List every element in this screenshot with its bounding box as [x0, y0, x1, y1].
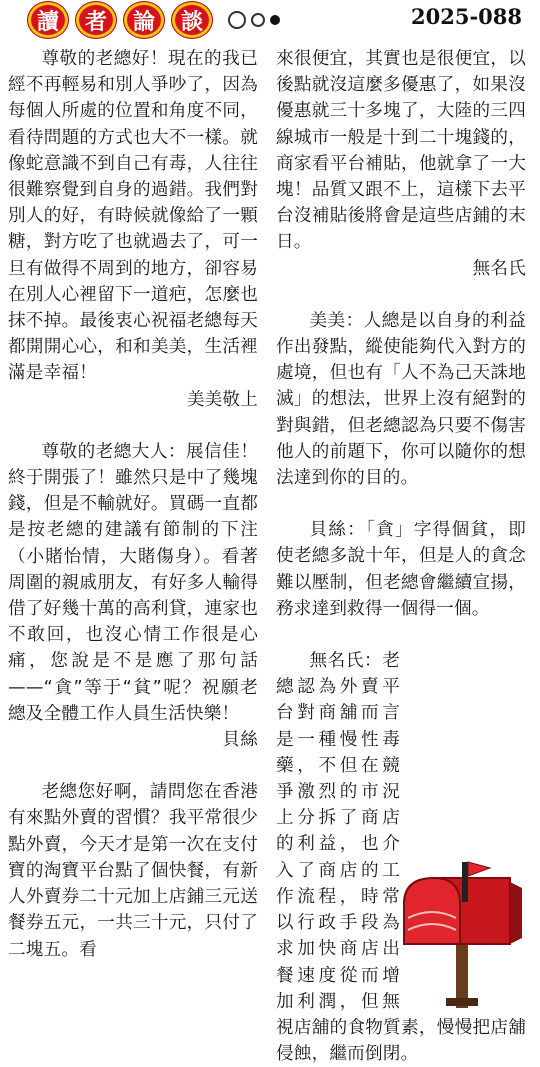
title-char-3: 論	[124, 2, 164, 38]
paragraph-gap	[276, 282, 526, 308]
paragraph-gap	[276, 491, 526, 517]
paragraph-gap	[8, 753, 258, 779]
letter-signature: 美美敬上	[186, 389, 258, 410]
letter-signature: 貝絲	[222, 730, 258, 751]
circle-dots-icon	[228, 11, 285, 29]
left-column	[8, 46, 258, 963]
column-title	[28, 2, 220, 38]
letter-paragraph: 來很便宜，其實也是很便宜，以後點就沒這麼多優惠了，如果沒優惠就三十多塊了，大陸的三四線城市一般是十到二十塊錢的，商家看平台補貼，他就拿了一大塊！品質又跟不上，這樣下去平台沒補貼後將會是這些店鋪的末日。	[276, 49, 526, 253]
red-mailbox-icon	[398, 858, 526, 1008]
title-char-1: 讀	[28, 2, 68, 38]
letter-signature: 無名氏	[472, 258, 526, 279]
dot-large	[228, 11, 246, 29]
letter-paragraph: 貝絲：「貪」字得個貧，即使老總多說十年，但是人的貪念難以壓制，但老總會繼續宣揚，務求達到救得一個得一個。	[276, 520, 526, 619]
paragraph-gap	[8, 413, 258, 439]
paragraph-gap	[276, 622, 526, 648]
issue-number: 2025-088	[411, 4, 522, 29]
letter-paragraph: 尊敬的老總好！現在的我已經不再輕易和別人爭吵了，因為每個人所處的位置和角度不同，看待問題的方式也大不一樣。就像蛇意識不到自己有毒，人往往很難察覺到自身的過錯。我們對別人的好，有時候就像給了一顆糖，對方吃了也就過去了，可一旦有做得不周到的地方，卻容易在別人心裡留下一道疤，怎麼也抹不掉。最後衷心祝福老總每天都開開心心，和和美美，生活裡滿是幸福！	[8, 49, 258, 384]
letter-paragraph: 美美：人總是以自身的利益作出發點，縱使能夠代入對方的處境，但也有「人不為己天誅地滅」的想法，世界上沒有絕對的對與錯，但老總認為只要不傷害他人的前題下，你可以隨你的想法達到你的目的。	[276, 310, 526, 489]
dot-medium	[251, 13, 265, 27]
letter-paragraph: 無名氏：老總認為外賣平台對商舖而言是一種慢性毒藥，不但在競爭激烈的市況上分拆了商店的利益，也介入了商店的工作流程，時常以行政手段為求加快商店出餐速度從而增加利潤，但無視店舖的食物質素，慢慢把店舖侵蝕，繼而倒閉。	[276, 651, 526, 1065]
title-char-4: 談	[172, 2, 212, 38]
title-char-2: 者	[76, 2, 116, 38]
dot-small	[270, 15, 280, 25]
header	[0, 0, 540, 40]
letter-paragraph: 尊敬的老總大人：展信佳！終于開張了！雖然只是中了幾塊錢，但是不輸就好。買碼一直都是按老總的建議有節制的下注（小賭怡情，大賭傷身）。看著周圍的親戚朋友，有好多人輸得借了好幾十萬的高利貸，連家也不敢回，也沒心情工作很是心痛，您說是不是應了那句話——“貪”等于“貧”呢？祝願老總及全體工作人員生活快樂！	[8, 441, 258, 724]
letter-paragraph: 老總您好啊，請問您在香港有來點外賣的習慣？我平常很少點外賣，今天才是第一次在支付寶的淘寶平台點了個快餐，有新人外賣券二十元加上店鋪三元送餐券五元，一共三十元，只付了二塊五。看	[8, 782, 258, 960]
